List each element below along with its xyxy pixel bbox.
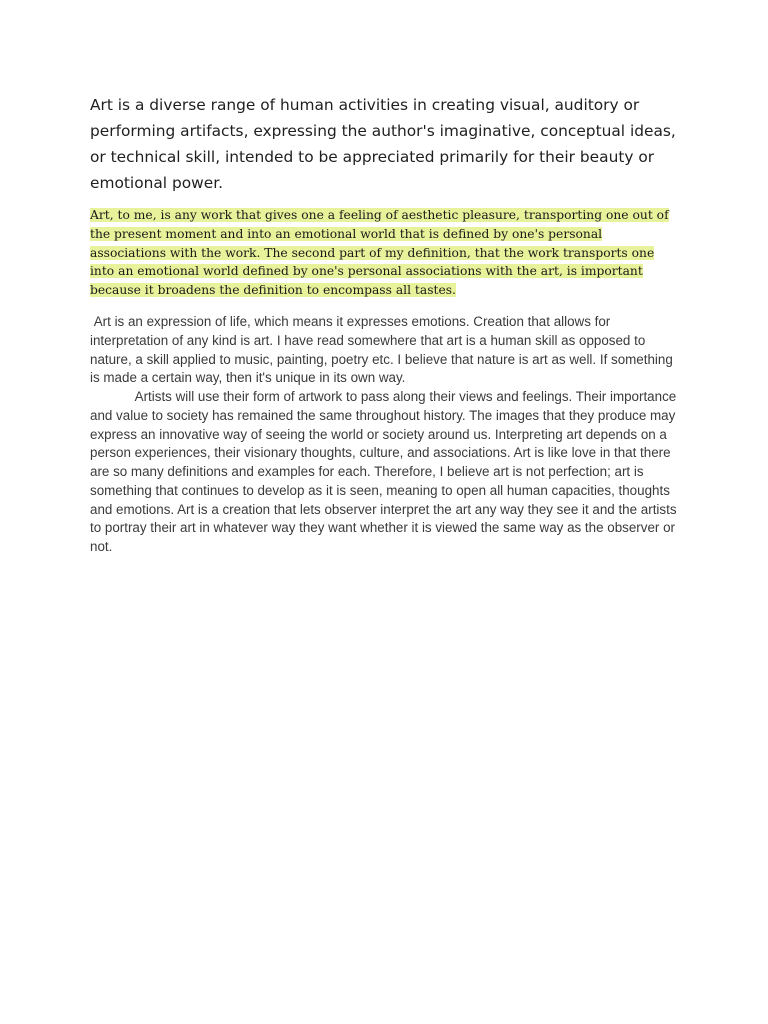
highlighted-paragraph <box>90 206 680 300</box>
intro-paragraph: Art is a diverse range of human activities in creating visual, auditory or performing artifacts, expressing the author's imaginative, conceptual ideas, or technical skill, intended to be appreciated primarily for their beauty or emotional power. <box>90 96 676 192</box>
essay-paragraph: Art is an expression of life, which means it expresses emotions. Creation that allows for interpretation of any kind is art. I have read somewhere that art is a human skill as opposed to nature, a skill applied to music, painting, poetry etc. I believe that nature is art as well. If something is made a certain way, then it's unique in its own way. <box>90 314 677 386</box>
essay-body <box>90 313 684 557</box>
highlighted-text: Art, to me, is any work that gives one a feeling of aesthetic pleasure, transporting one out of the present moment and into an emotional world that is defined by one's personal associations with the work. The second part of my definition, that the work transports one into an emotional world defined by one's personal associations with the art, is important because it broadens the definition to encompass all tastes. <box>90 208 669 298</box>
essay-paragraph: Artists will use their form of artwork to pass along their views and feelings. Their importance and value to society has remained the same throughout history. The images that they produce may express an innovative way of seeing the world or society around us. Interpreting art depends on a person experiences, their visionary thoughts, culture, and associations. Art is like love in that there are so many definitions and examples for each. Therefore, I believe art is not perfection; art is something that continues to develop as it is seen, meaning to open all human capacities, thoughts and emotions. Art is a creation that lets observer interpret the art any way they see it and the artists to portray their art in whatever way they want whether it is viewed the same way as the observer or not. <box>90 389 681 554</box>
